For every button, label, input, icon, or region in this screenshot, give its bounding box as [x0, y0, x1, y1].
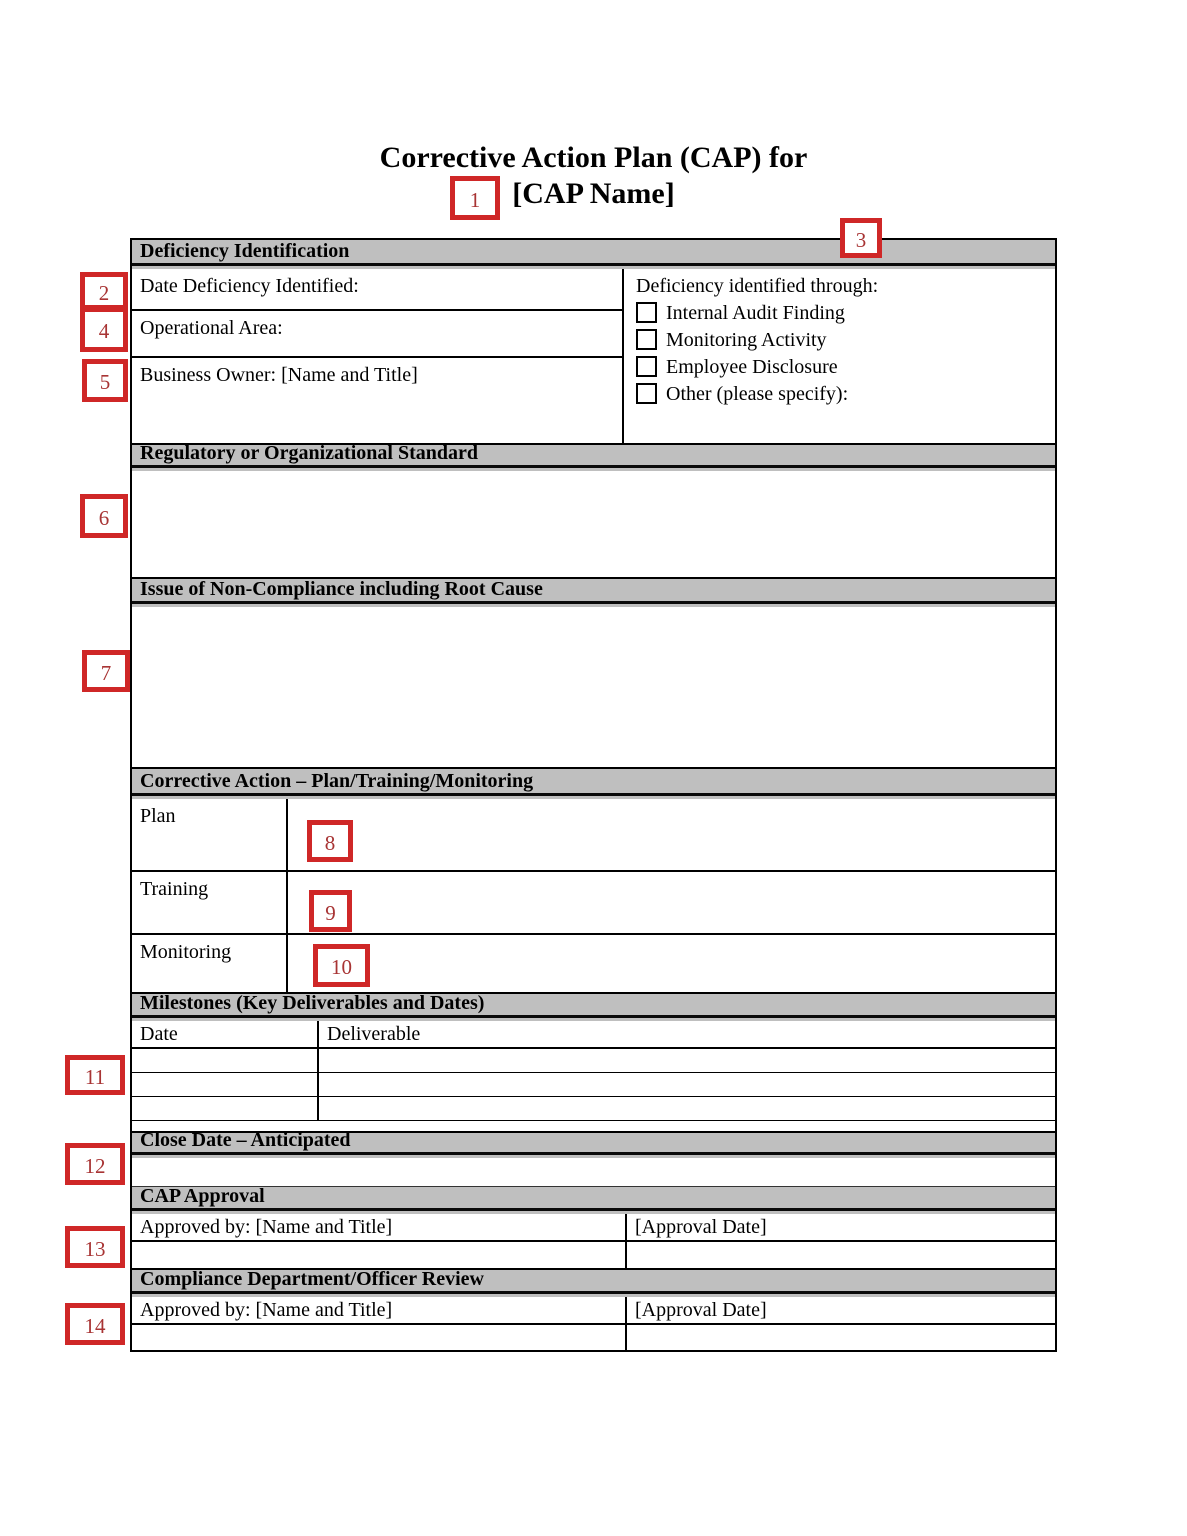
cap-approval-date-label-cell: [Approval Date] — [635, 1216, 767, 1238]
cap-approval-label-row — [132, 1214, 1055, 1242]
callout-marker-4: 4 — [80, 307, 128, 352]
field-business-owner[interactable] — [132, 358, 622, 443]
compliance-approved-by-label-cell: Approved by: [Name and Title] — [132, 1297, 627, 1323]
milestone-deliverable-cell[interactable] — [319, 1097, 1055, 1120]
field-date-deficiency-identified[interactable] — [132, 269, 622, 311]
field-label: Operational Area: — [140, 317, 283, 339]
milestone-row — [132, 1097, 1055, 1121]
field-label: Business Owner: [Name and Title] — [140, 364, 418, 386]
document-title — [0, 141, 1187, 211]
cap-approved-by-label-cell: Approved by: [Name and Title] — [132, 1214, 627, 1240]
checkbox-group-label: Deficiency identified through: — [636, 275, 879, 297]
milestone-date-cell[interactable] — [132, 1049, 319, 1072]
milestones-column-deliverable: Deliverable — [327, 1023, 421, 1045]
milestone-row — [132, 1049, 1055, 1073]
callout-marker-9: 9 — [309, 890, 352, 932]
milestone-deliverable-cell[interactable] — [319, 1073, 1055, 1096]
monitoring-entry-area[interactable] — [288, 935, 1055, 992]
milestone-row — [132, 1073, 1055, 1097]
checkbox-option-row — [636, 380, 1051, 407]
checkbox-option-row — [636, 299, 1051, 326]
row-label-monitoring: Monitoring — [132, 935, 288, 992]
section-header-label: Compliance Department/Officer Review — [140, 1268, 484, 1290]
cap-approval-entry-row — [132, 1242, 1055, 1270]
title-line-1: Corrective Action Plan (CAP) for — [379, 141, 808, 174]
training-entry-area[interactable] — [288, 872, 1055, 932]
checkbox-option-row — [636, 353, 1051, 380]
cap-form-table — [130, 238, 1057, 1352]
regulatory-standard-entry-area[interactable] — [132, 471, 1055, 579]
field-label: Date Deficiency Identified: — [140, 275, 359, 297]
deficiency-identified-through-cell — [622, 269, 1055, 443]
plan-entry-area[interactable] — [288, 799, 1055, 870]
callout-marker-8: 8 — [307, 820, 353, 862]
checkbox-option-label: Other (please specify): — [666, 382, 849, 405]
checkbox-option-label: Monitoring Activity — [666, 328, 827, 351]
callout-marker-13: 13 — [65, 1226, 125, 1268]
section-header-corrective-action — [132, 769, 1055, 799]
section-header-label: Deficiency Identification — [140, 240, 350, 262]
callout-marker-10: 10 — [313, 944, 370, 987]
section-header-label: CAP Approval — [140, 1185, 265, 1207]
compliance-approved-by-entry-cell[interactable] — [132, 1325, 627, 1350]
section-header-cap-approval — [132, 1186, 1055, 1214]
close-date-entry-area[interactable] — [132, 1158, 1055, 1186]
milestones-column-date: Date — [132, 1021, 319, 1047]
cap-approved-by-entry-cell[interactable] — [132, 1242, 627, 1268]
compliance-approval-date-label-cell: [Approval Date] — [635, 1299, 767, 1321]
section-header-label: Close Date – Anticipated — [140, 1129, 351, 1151]
row-label-training: Training — [132, 872, 288, 932]
callout-marker-3: 3 — [840, 218, 882, 258]
issue-noncompliance-entry-area[interactable] — [132, 607, 1055, 769]
milestones-table — [132, 1021, 1055, 1121]
compliance-approval-date-entry-cell[interactable] — [627, 1325, 1055, 1350]
checkbox-unchecked[interactable] — [636, 383, 657, 404]
cap-approval-date-entry-cell[interactable] — [627, 1242, 1055, 1268]
section-header-close-date — [132, 1131, 1055, 1158]
milestone-date-cell[interactable] — [132, 1097, 319, 1120]
section-header-label: Regulatory or Organizational Standard — [140, 442, 478, 464]
section-header-deficiency-identification — [132, 240, 1055, 269]
row-label-plan: Plan — [132, 799, 288, 870]
deficiency-body — [132, 269, 1055, 445]
callout-marker-5: 5 — [82, 359, 128, 402]
section-header-regulatory-standard — [132, 442, 1055, 471]
callout-marker-1: 1 — [450, 176, 500, 220]
section-header-issue-noncompliance — [132, 579, 1055, 607]
milestone-deliverable-cell[interactable] — [319, 1049, 1055, 1072]
field-operational-area[interactable] — [132, 311, 622, 358]
cap-name-placeholder: [CAP Name] — [512, 177, 675, 210]
milestone-date-cell[interactable] — [132, 1073, 319, 1096]
corrective-action-body — [132, 799, 1055, 994]
callout-marker-7: 7 — [82, 650, 130, 692]
callout-marker-12: 12 — [65, 1143, 125, 1185]
section-header-label: Milestones (Key Deliverables and Dates) — [140, 992, 485, 1014]
checkbox-option-label: Internal Audit Finding — [666, 301, 845, 324]
callout-marker-11: 11 — [65, 1055, 125, 1095]
checkbox-unchecked[interactable] — [636, 302, 657, 323]
checkbox-unchecked[interactable] — [636, 329, 657, 350]
compliance-review-label-row — [132, 1297, 1055, 1325]
callout-marker-2: 2 — [80, 272, 128, 310]
callout-marker-6: 6 — [80, 494, 128, 538]
section-header-label: Corrective Action – Plan/Training/Monitoring — [140, 770, 534, 792]
callout-marker-14: 14 — [65, 1303, 125, 1345]
checkbox-option-row — [636, 326, 1051, 353]
compliance-review-entry-row — [132, 1325, 1055, 1350]
checkbox-unchecked[interactable] — [636, 356, 657, 377]
section-header-milestones — [132, 994, 1055, 1021]
checkbox-group — [636, 299, 1051, 407]
checkbox-option-label: Employee Disclosure — [666, 355, 838, 378]
section-header-label: Issue of Non-Compliance including Root Cause — [140, 578, 543, 600]
section-header-compliance-review — [132, 1270, 1055, 1297]
